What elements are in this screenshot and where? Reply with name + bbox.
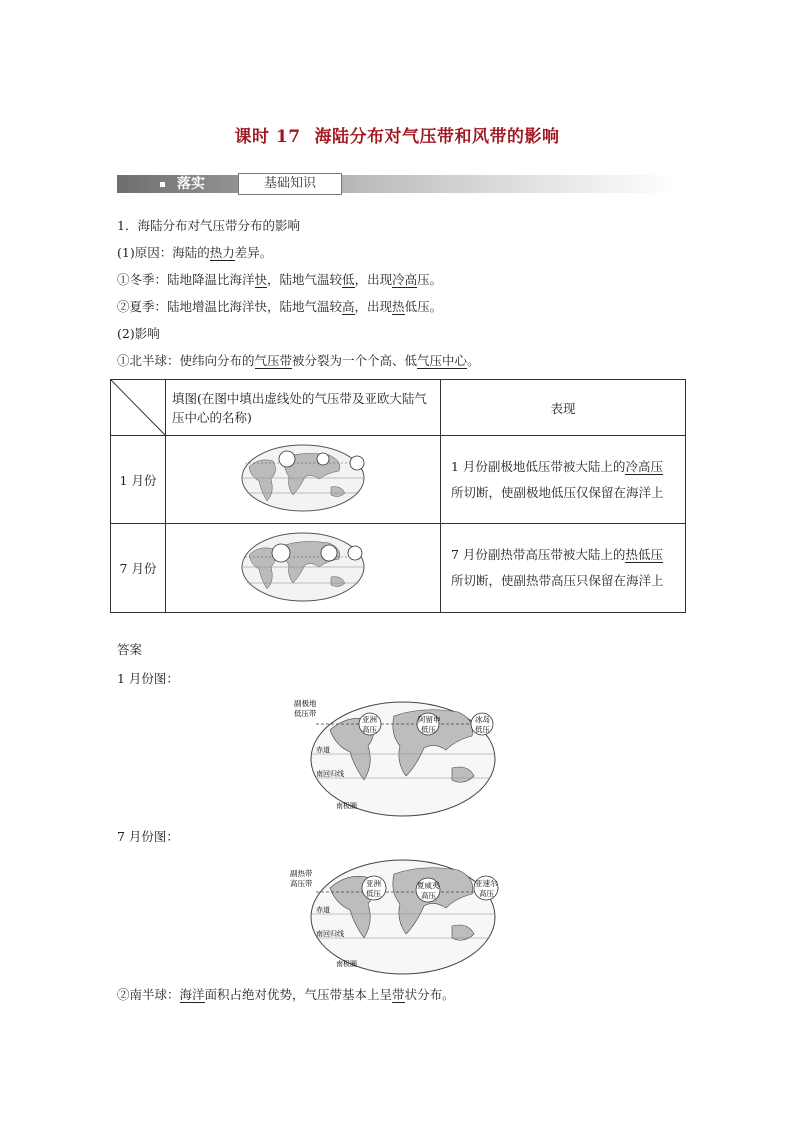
world-map-jul	[239, 531, 367, 603]
map-label: 南回归线	[316, 770, 344, 778]
map-label: 亚洲	[366, 879, 381, 888]
jul-answer-label: 7 月份图：	[117, 829, 179, 844]
jan-answer-label: 1 月份图：	[117, 671, 179, 686]
map-label: 副极地	[294, 699, 317, 708]
bullet-icon	[160, 182, 165, 187]
map-label: 冰岛	[475, 715, 490, 724]
page-title	[0, 122, 794, 147]
map-label: 低压	[421, 725, 436, 734]
row-month: 1 月份	[111, 436, 166, 524]
north-line: ①北半球：使纬向分布的气压带被分裂为一个个高、低气压中心。	[117, 353, 480, 368]
lesson-number: 课时 17	[234, 127, 301, 147]
jan-desc: 1 月份副极地低压带被大陆上的冷高压所切断，使副极地低压仅保留在海洋上	[441, 436, 686, 524]
map-label: 副热带	[290, 869, 313, 878]
map-label: 高压	[421, 891, 436, 900]
section-banner	[117, 173, 677, 195]
pressure-table	[110, 379, 686, 613]
heading-1: 1．海陆分布对气压带分布的影响	[117, 218, 300, 233]
map-label: 低压	[475, 725, 490, 734]
map-label: 高压	[362, 725, 377, 734]
lesson-title: 海陆分布对气压带和风带的影响	[314, 127, 560, 147]
winter-line: ①冬季：陆地降温比海洋快，陆地气温较低，出现冷高压。	[117, 272, 443, 287]
map-label: 高压带	[290, 879, 313, 888]
answer-label: 答案	[117, 642, 143, 657]
jan-blank-map	[166, 436, 441, 524]
banner-section: 基础知识	[238, 173, 342, 195]
cause-line: (1)原因：海陆的热力差异。	[117, 245, 273, 260]
map-label: 夏威夷	[417, 881, 440, 890]
jan-answer-map	[290, 694, 504, 820]
jul-desc: 7 月份副热带高压带被大陆上的热低压所切断，使副热带高压只保留在海洋上	[441, 524, 686, 613]
table-corner	[111, 380, 166, 436]
summer-line: ②夏季：陆地增温比海洋快，陆地气温较高，出现热低压。	[117, 299, 443, 314]
jul-blank-map	[166, 524, 441, 613]
map-label: 赤道	[316, 906, 330, 914]
south-line: ②南半球：海洋面积占绝对优势，气压带基本上呈带状分布。	[117, 987, 455, 1002]
map-label: 赤道	[316, 746, 330, 754]
banner-tag: 落实	[177, 176, 205, 192]
map-label: 南极圈	[336, 802, 357, 810]
header-fill: 填图(在图中填出虚线处的气压带及亚欧大陆气压中心的名称)	[166, 380, 441, 436]
map-label: 亚速尔	[475, 879, 498, 888]
world-map-jan	[239, 443, 367, 513]
map-label: 南极圈	[336, 960, 357, 968]
header-show: 表现	[441, 380, 686, 436]
map-label: 阿留申	[418, 715, 441, 724]
map-label: 高压	[479, 889, 494, 898]
map-label: 低压	[366, 889, 381, 898]
effect-label: (2)影响	[117, 326, 160, 341]
map-label: 南回归线	[316, 930, 344, 938]
map-label: 亚洲	[362, 715, 377, 724]
row-month: 7 月份	[111, 524, 166, 613]
jul-answer-map	[288, 852, 506, 978]
map-label: 低压带	[294, 709, 317, 718]
